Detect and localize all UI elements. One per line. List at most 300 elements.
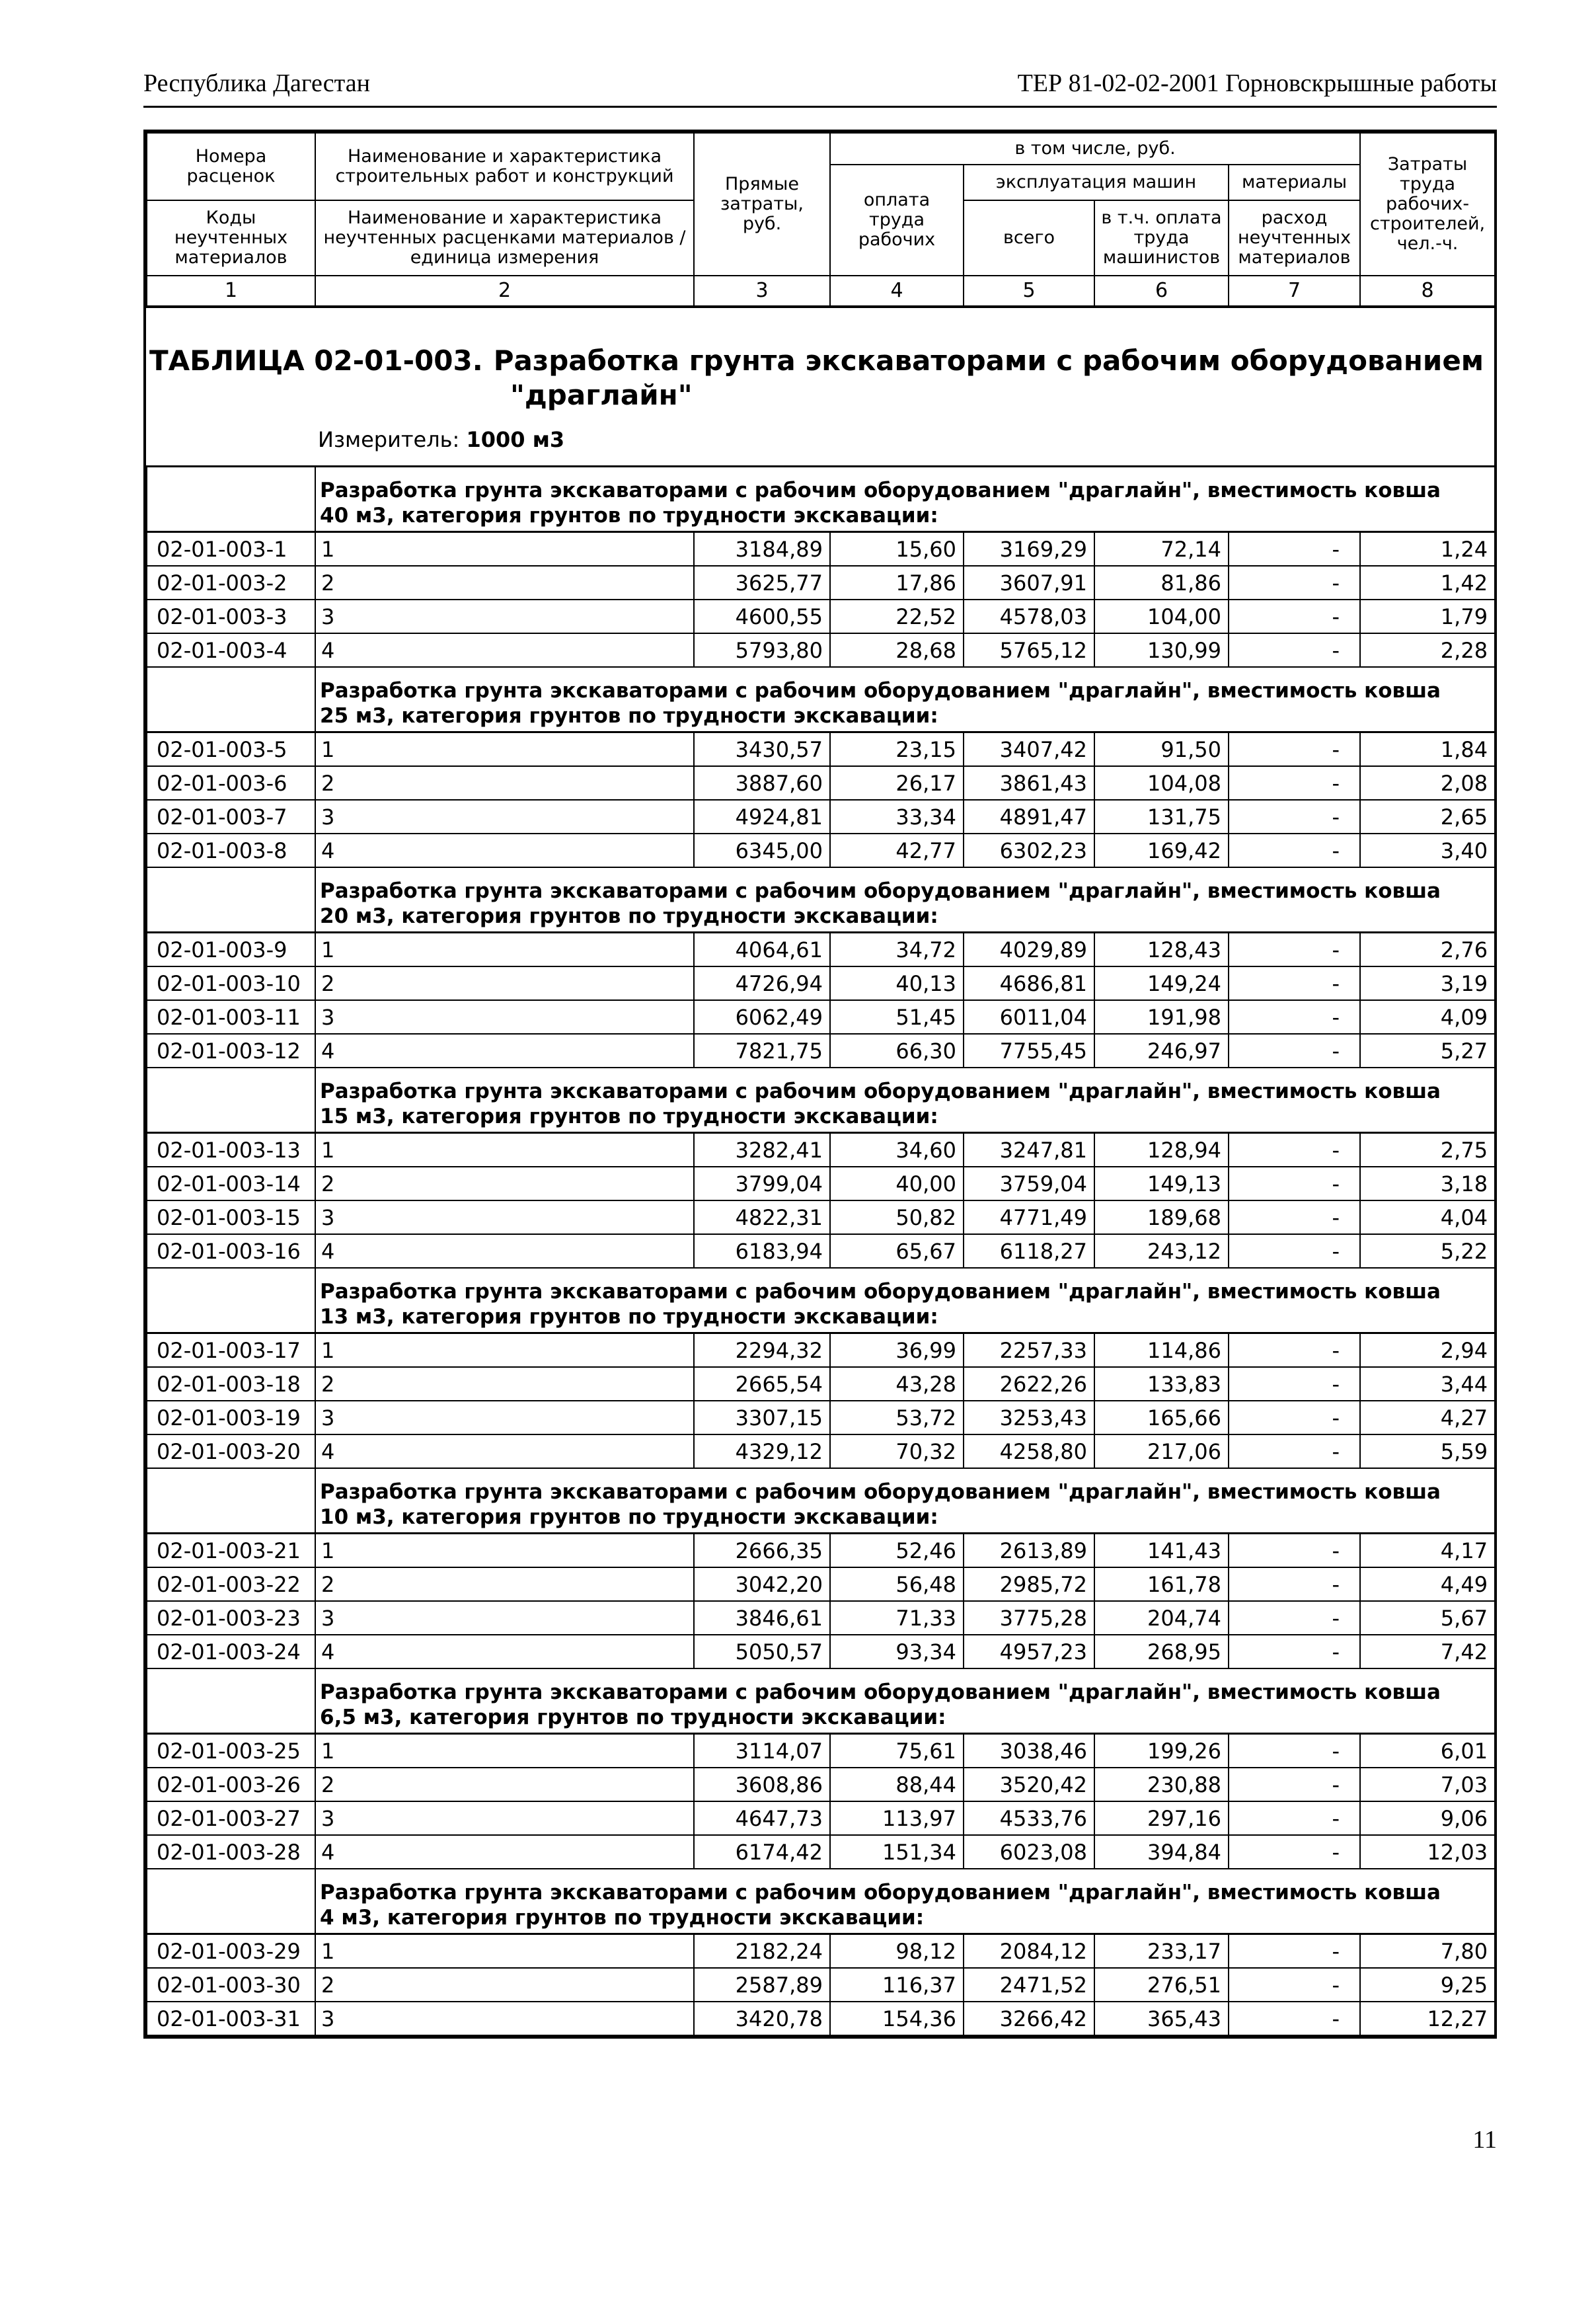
machines-total: 2985,72 [964,1567,1094,1601]
section-heading-line1: Разработка грунта экскаваторами с рабочим оборудованием "драглайн", вместимость ковша [320,1480,1441,1504]
header-labor-costs: Затраты труда рабочих-строителей, чел.-ч. [1360,133,1495,276]
labor-pay: 65,67 [830,1234,964,1268]
direct-costs: 3846,61 [694,1601,830,1635]
rate-name: 1 [315,732,694,767]
unaccounted-materials: - [1229,1333,1360,1368]
machinists-pay: 394,84 [1094,1835,1229,1869]
labor-pay: 75,61 [830,1734,964,1768]
rate-name: 3 [315,1801,694,1835]
labor-pay: 50,82 [830,1200,964,1234]
machinists-pay: 199,26 [1094,1734,1229,1768]
measurement-label: Измеритель: [318,427,460,452]
rate-code: 02-01-003-13 [147,1133,315,1167]
table-row [147,933,1495,967]
rate-name: 3 [315,1401,694,1434]
labor-pay: 28,68 [830,633,964,667]
machinists-pay: 131,75 [1094,800,1229,834]
labor-hours: 4,27 [1360,1401,1495,1434]
section-heading-row [147,1869,1495,1934]
unaccounted-materials: - [1229,732,1360,767]
table-row [147,1034,1495,1068]
measurement-value: 1000 м3 [466,427,565,452]
unaccounted-materials: - [1229,1167,1360,1200]
header-machinists-pay: в т.ч. оплата труда машинистов [1094,200,1229,276]
header-unaccounted-materials: расход неучтенных материалов [1229,200,1360,276]
machines-total: 2084,12 [964,1934,1094,1969]
machines-total: 6118,27 [964,1234,1094,1268]
machinists-pay: 169,42 [1094,834,1229,867]
machines-total: 3253,43 [964,1401,1094,1434]
unaccounted-materials: - [1229,1534,1360,1568]
labor-pay: 113,97 [830,1801,964,1835]
section-heading [315,467,1495,532]
machinists-pay: 189,68 [1094,1200,1229,1234]
table-row [147,1635,1495,1668]
direct-costs: 5793,80 [694,633,830,667]
column-number: 6 [1094,276,1229,307]
section-heading [315,1268,1495,1333]
section-heading-blank [147,1869,315,1934]
table-row [147,1768,1495,1801]
unaccounted-materials: - [1229,1601,1360,1635]
machinists-pay: 233,17 [1094,1934,1229,1969]
machines-total: 4891,47 [964,800,1094,834]
table-body [147,307,1495,2035]
direct-costs: 2666,35 [694,1534,830,1568]
labor-hours: 4,17 [1360,1534,1495,1568]
rate-code: 02-01-003-26 [147,1768,315,1801]
labor-hours: 2,28 [1360,633,1495,667]
table-row [147,600,1495,633]
section-heading-row [147,867,1495,933]
rate-name: 3 [315,2002,694,2035]
rate-name: 4 [315,1835,694,1869]
rate-name: 2 [315,1167,694,1200]
labor-hours: 2,94 [1360,1333,1495,1368]
rate-name: 2 [315,1968,694,2002]
direct-costs: 4647,73 [694,1801,830,1835]
labor-pay: 40,13 [830,966,964,1000]
direct-costs: 3799,04 [694,1167,830,1200]
rate-code: 02-01-003-29 [147,1934,315,1969]
labor-pay: 66,30 [830,1034,964,1068]
rate-code: 02-01-003-6 [147,766,315,800]
labor-hours: 1,79 [1360,600,1495,633]
header-direct-costs: Прямые затраты, руб. [694,133,830,276]
rate-code: 02-01-003-15 [147,1200,315,1234]
labor-pay: 34,60 [830,1133,964,1167]
section-heading-blank [147,1068,315,1133]
unaccounted-materials: - [1229,1835,1360,1869]
machinists-pay: 104,08 [1094,766,1229,800]
rate-name: 1 [315,1734,694,1768]
section-heading-line2: 15 м3, категория грунтов по трудности экскавации: [320,1105,938,1128]
direct-costs: 3184,89 [694,532,830,567]
machinists-pay: 128,94 [1094,1133,1229,1167]
section-heading-line1: Разработка грунта экскаваторами с рабочим оборудованием "драглайн", вместимость ковша [320,679,1441,703]
rate-name: 3 [315,800,694,834]
machines-total: 4578,03 [964,600,1094,633]
labor-pay: 98,12 [830,1934,964,1969]
table-row [147,966,1495,1000]
labor-pay: 70,32 [830,1434,964,1468]
table-row [147,1434,1495,1468]
column-number: 7 [1229,276,1360,307]
direct-costs: 6062,49 [694,1000,830,1034]
column-number: 2 [315,276,694,307]
direct-costs: 4600,55 [694,600,830,633]
machinists-pay: 81,86 [1094,566,1229,600]
direct-costs: 4726,94 [694,966,830,1000]
rate-name: 3 [315,1200,694,1234]
rate-code: 02-01-003-16 [147,1234,315,1268]
labor-hours: 3,19 [1360,966,1495,1000]
machinists-pay: 246,97 [1094,1034,1229,1068]
labor-hours: 3,40 [1360,834,1495,867]
labor-hours: 6,01 [1360,1734,1495,1768]
section-heading [315,1068,1495,1133]
table-row [147,1367,1495,1401]
rate-code: 02-01-003-27 [147,1801,315,1835]
section-heading-line2: 4 м3, категория грунтов по трудности экскавации: [320,1906,925,1930]
table-row [147,633,1495,667]
labor-hours: 5,27 [1360,1034,1495,1068]
direct-costs: 2665,54 [694,1367,830,1401]
labor-hours: 2,76 [1360,933,1495,967]
machines-total: 4686,81 [964,966,1094,1000]
table-row [147,1601,1495,1635]
header-material-codes: Коды неучтенных материалов [147,200,315,276]
rate-code: 02-01-003-28 [147,1835,315,1869]
unaccounted-materials: - [1229,766,1360,800]
section-heading-blank [147,1268,315,1333]
machines-total: 4029,89 [964,933,1094,967]
table-row [147,1934,1495,1969]
table-row [147,1567,1495,1601]
machinists-pay: 128,43 [1094,933,1229,967]
rate-name: 1 [315,1934,694,1969]
table-row [147,532,1495,567]
labor-pay: 23,15 [830,732,964,767]
rates-table [146,132,1496,2036]
machines-total: 4771,49 [964,1200,1094,1234]
rate-name: 3 [315,1000,694,1034]
machines-total: 7755,45 [964,1034,1094,1068]
rate-name: 2 [315,566,694,600]
section-heading-blank [147,667,315,732]
table-row [147,2002,1495,2035]
rate-name: 4 [315,1635,694,1668]
machinists-pay: 230,88 [1094,1768,1229,1801]
labor-hours: 3,44 [1360,1367,1495,1401]
column-number: 4 [830,276,964,307]
rate-code: 02-01-003-1 [147,532,315,567]
rate-code: 02-01-003-12 [147,1034,315,1068]
machinists-pay: 149,24 [1094,966,1229,1000]
rate-code: 02-01-003-22 [147,1567,315,1601]
machines-total: 3607,91 [964,566,1094,600]
section-heading-row [147,467,1495,532]
machines-total: 6302,23 [964,834,1094,867]
machines-total: 2613,89 [964,1534,1094,1568]
direct-costs: 6183,94 [694,1234,830,1268]
direct-costs: 3282,41 [694,1133,830,1167]
section-heading-line2: 13 м3, категория грунтов по трудности экскавации: [320,1305,938,1329]
unaccounted-materials: - [1229,1234,1360,1268]
rate-code: 02-01-003-24 [147,1635,315,1668]
unaccounted-materials: - [1229,1801,1360,1835]
labor-pay: 93,34 [830,1635,964,1668]
labor-hours: 7,42 [1360,1635,1495,1668]
section-heading-row [147,1068,1495,1133]
rates-table-frame [143,130,1497,2039]
rate-code: 02-01-003-20 [147,1434,315,1468]
rate-name: 3 [315,1601,694,1635]
labor-hours: 1,84 [1360,732,1495,767]
rate-name: 4 [315,1434,694,1468]
rate-name: 2 [315,966,694,1000]
rate-code: 02-01-003-18 [147,1367,315,1401]
section-heading-line1: Разработка грунта экскаваторами с рабочим оборудованием "драглайн", вместимость ковша [320,1881,1441,1904]
labor-pay: 71,33 [830,1601,964,1635]
table-title-label: ТАБЛИЦА 02-01-003. [149,344,483,377]
section-heading [315,1869,1495,1934]
table-title [147,307,1495,467]
unaccounted-materials: - [1229,1034,1360,1068]
rate-name: 4 [315,633,694,667]
machines-total: 3775,28 [964,1601,1094,1635]
header-work-name: Наименование и характеристика строительных работ и конструкций [315,133,694,200]
unaccounted-materials: - [1229,566,1360,600]
labor-pay: 42,77 [830,834,964,867]
direct-costs: 6345,00 [694,834,830,867]
machines-total: 5765,12 [964,633,1094,667]
table-row [147,566,1495,600]
machines-total: 3038,46 [964,1734,1094,1768]
rate-name: 1 [315,933,694,967]
labor-hours: 4,49 [1360,1567,1495,1601]
table-row [147,1534,1495,1568]
header-rate-numbers: Номера расценок [147,133,315,200]
unaccounted-materials: - [1229,1567,1360,1601]
machinists-pay: 149,13 [1094,1167,1229,1200]
machinists-pay: 141,43 [1094,1534,1229,1568]
rate-name: 1 [315,1534,694,1568]
unaccounted-materials: - [1229,966,1360,1000]
direct-costs: 2294,32 [694,1333,830,1368]
section-heading-line1: Разработка грунта экскаваторами с рабочим оборудованием "драглайн", вместимость ковша [320,479,1441,502]
rate-code: 02-01-003-14 [147,1167,315,1200]
rate-code: 02-01-003-5 [147,732,315,767]
header-including: в том числе, руб. [830,133,1360,165]
rate-name: 1 [315,1133,694,1167]
table-row [147,1133,1495,1167]
section-heading-blank [147,467,315,532]
machinists-pay: 191,98 [1094,1000,1229,1034]
labor-pay: 26,17 [830,766,964,800]
direct-costs: 7821,75 [694,1034,830,1068]
column-number: 8 [1360,276,1495,307]
unaccounted-materials: - [1229,1968,1360,2002]
direct-costs: 4822,31 [694,1200,830,1234]
labor-pay: 52,46 [830,1534,964,1568]
unaccounted-materials: - [1229,933,1360,967]
machines-total: 3266,42 [964,2002,1094,2035]
table-row [147,1835,1495,1869]
unaccounted-materials: - [1229,1000,1360,1034]
rate-code: 02-01-003-2 [147,566,315,600]
labor-hours: 5,22 [1360,1234,1495,1268]
unaccounted-materials: - [1229,1133,1360,1167]
table-row [147,1734,1495,1768]
table-row [147,1000,1495,1034]
unaccounted-materials: - [1229,532,1360,567]
page-number: 11 [1472,2126,1497,2154]
rate-name: 2 [315,1567,694,1601]
machinists-pay: 268,95 [1094,1635,1229,1668]
section-heading-line1: Разработка грунта экскаваторами с рабочим оборудованием "драглайн", вместимость ковша [320,879,1441,903]
rate-code: 02-01-003-31 [147,2002,315,2035]
machines-total: 3520,42 [964,1768,1094,1801]
section-heading-row [147,1668,1495,1734]
machines-total: 4258,80 [964,1434,1094,1468]
rate-name: 2 [315,1367,694,1401]
rate-name: 4 [315,834,694,867]
direct-costs: 3042,20 [694,1567,830,1601]
rate-code: 02-01-003-9 [147,933,315,967]
labor-hours: 12,27 [1360,2002,1495,2035]
table-row [147,766,1495,800]
machinists-pay: 133,83 [1094,1367,1229,1401]
section-heading-line2: 10 м3, категория грунтов по трудности экскавации: [320,1505,938,1529]
direct-costs: 4924,81 [694,800,830,834]
direct-costs: 2587,89 [694,1968,830,2002]
labor-pay: 154,36 [830,2002,964,2035]
machinists-pay: 161,78 [1094,1567,1229,1601]
section-heading-line2: 40 м3, категория грунтов по трудности экскавации: [320,504,938,528]
direct-costs: 3430,57 [694,732,830,767]
machines-total: 4957,23 [964,1635,1094,1668]
rate-code: 02-01-003-30 [147,1968,315,2002]
direct-costs: 3307,15 [694,1401,830,1434]
column-number: 3 [694,276,830,307]
table-row [147,1167,1495,1200]
table-row [147,732,1495,767]
header-material-names: Наименование и характеристика неучтенных расценками материалов / единица измерения [315,200,694,276]
rate-name: 4 [315,1234,694,1268]
rate-code: 02-01-003-21 [147,1534,315,1568]
header-rule [143,106,1497,108]
table-row [147,834,1495,867]
labor-hours: 2,75 [1360,1133,1495,1167]
direct-costs: 3114,07 [694,1734,830,1768]
section-heading-row [147,667,1495,732]
unaccounted-materials: - [1229,1734,1360,1768]
machinists-pay: 130,99 [1094,633,1229,667]
header-labor-pay: оплата труда рабочих [830,165,964,276]
machines-total: 3861,43 [964,766,1094,800]
labor-hours: 1,42 [1360,566,1495,600]
labor-pay: 34,72 [830,933,964,967]
machinists-pay: 91,50 [1094,732,1229,767]
direct-costs: 3608,86 [694,1768,830,1801]
rate-code: 02-01-003-11 [147,1000,315,1034]
labor-hours: 4,09 [1360,1000,1495,1034]
machines-total: 6023,08 [964,1835,1094,1869]
machinists-pay: 243,12 [1094,1234,1229,1268]
unaccounted-materials: - [1229,800,1360,834]
table-title-row [147,307,1495,467]
unaccounted-materials: - [1229,1934,1360,1969]
labor-hours: 4,04 [1360,1200,1495,1234]
labor-pay: 151,34 [830,1835,964,1869]
machinists-pay: 297,16 [1094,1801,1229,1835]
rate-name: 2 [315,1768,694,1801]
column-number: 1 [147,276,315,307]
rate-code: 02-01-003-23 [147,1601,315,1635]
labor-pay: 51,45 [830,1000,964,1034]
machines-total: 3169,29 [964,532,1094,567]
rate-name: 2 [315,766,694,800]
section-heading-row [147,1468,1495,1534]
labor-hours: 2,65 [1360,800,1495,834]
unaccounted-materials: - [1229,600,1360,633]
labor-pay: 33,34 [830,800,964,834]
table-title-line1: Разработка грунта экскаваторами с рабочим оборудованием [493,344,1484,377]
section-heading-blank [147,867,315,933]
rate-name: 1 [315,1333,694,1368]
direct-costs: 3887,60 [694,766,830,800]
table-row [147,800,1495,834]
machines-total: 3247,81 [964,1133,1094,1167]
rate-code: 02-01-003-7 [147,800,315,834]
labor-pay: 22,52 [830,600,964,633]
column-number: 5 [964,276,1094,307]
section-heading [315,867,1495,933]
rate-code: 02-01-003-4 [147,633,315,667]
table-row [147,1968,1495,2002]
section-heading-line1: Разработка грунта экскаваторами с рабочим оборудованием "драглайн", вместимость ковша [320,1280,1441,1304]
header-machines-total: всего [964,200,1094,276]
rate-code: 02-01-003-3 [147,600,315,633]
labor-hours: 7,80 [1360,1934,1495,1969]
section-heading [315,1668,1495,1734]
direct-costs: 3625,77 [694,566,830,600]
machines-total: 6011,04 [964,1000,1094,1034]
labor-hours: 5,67 [1360,1601,1495,1635]
direct-costs: 4329,12 [694,1434,830,1468]
direct-costs: 4064,61 [694,933,830,967]
table-row [147,1333,1495,1368]
table-row [147,1200,1495,1234]
unaccounted-materials: - [1229,1200,1360,1234]
section-heading-line2: 6,5 м3, категория грунтов по трудности экскавации: [320,1705,946,1729]
labor-pay: 17,86 [830,566,964,600]
machines-total: 3407,42 [964,732,1094,767]
rate-code: 02-01-003-25 [147,1734,315,1768]
header-materials: материалы [1229,165,1360,200]
machinists-pay: 72,14 [1094,532,1229,567]
labor-pay: 53,72 [830,1401,964,1434]
header-machines: эксплуатация машин [964,165,1229,200]
unaccounted-materials: - [1229,1768,1360,1801]
labor-hours: 12,03 [1360,1835,1495,1869]
labor-pay: 40,00 [830,1167,964,1200]
labor-hours: 9,06 [1360,1801,1495,1835]
section-heading-blank [147,1668,315,1734]
labor-pay: 56,48 [830,1567,964,1601]
labor-pay: 116,37 [830,1968,964,2002]
